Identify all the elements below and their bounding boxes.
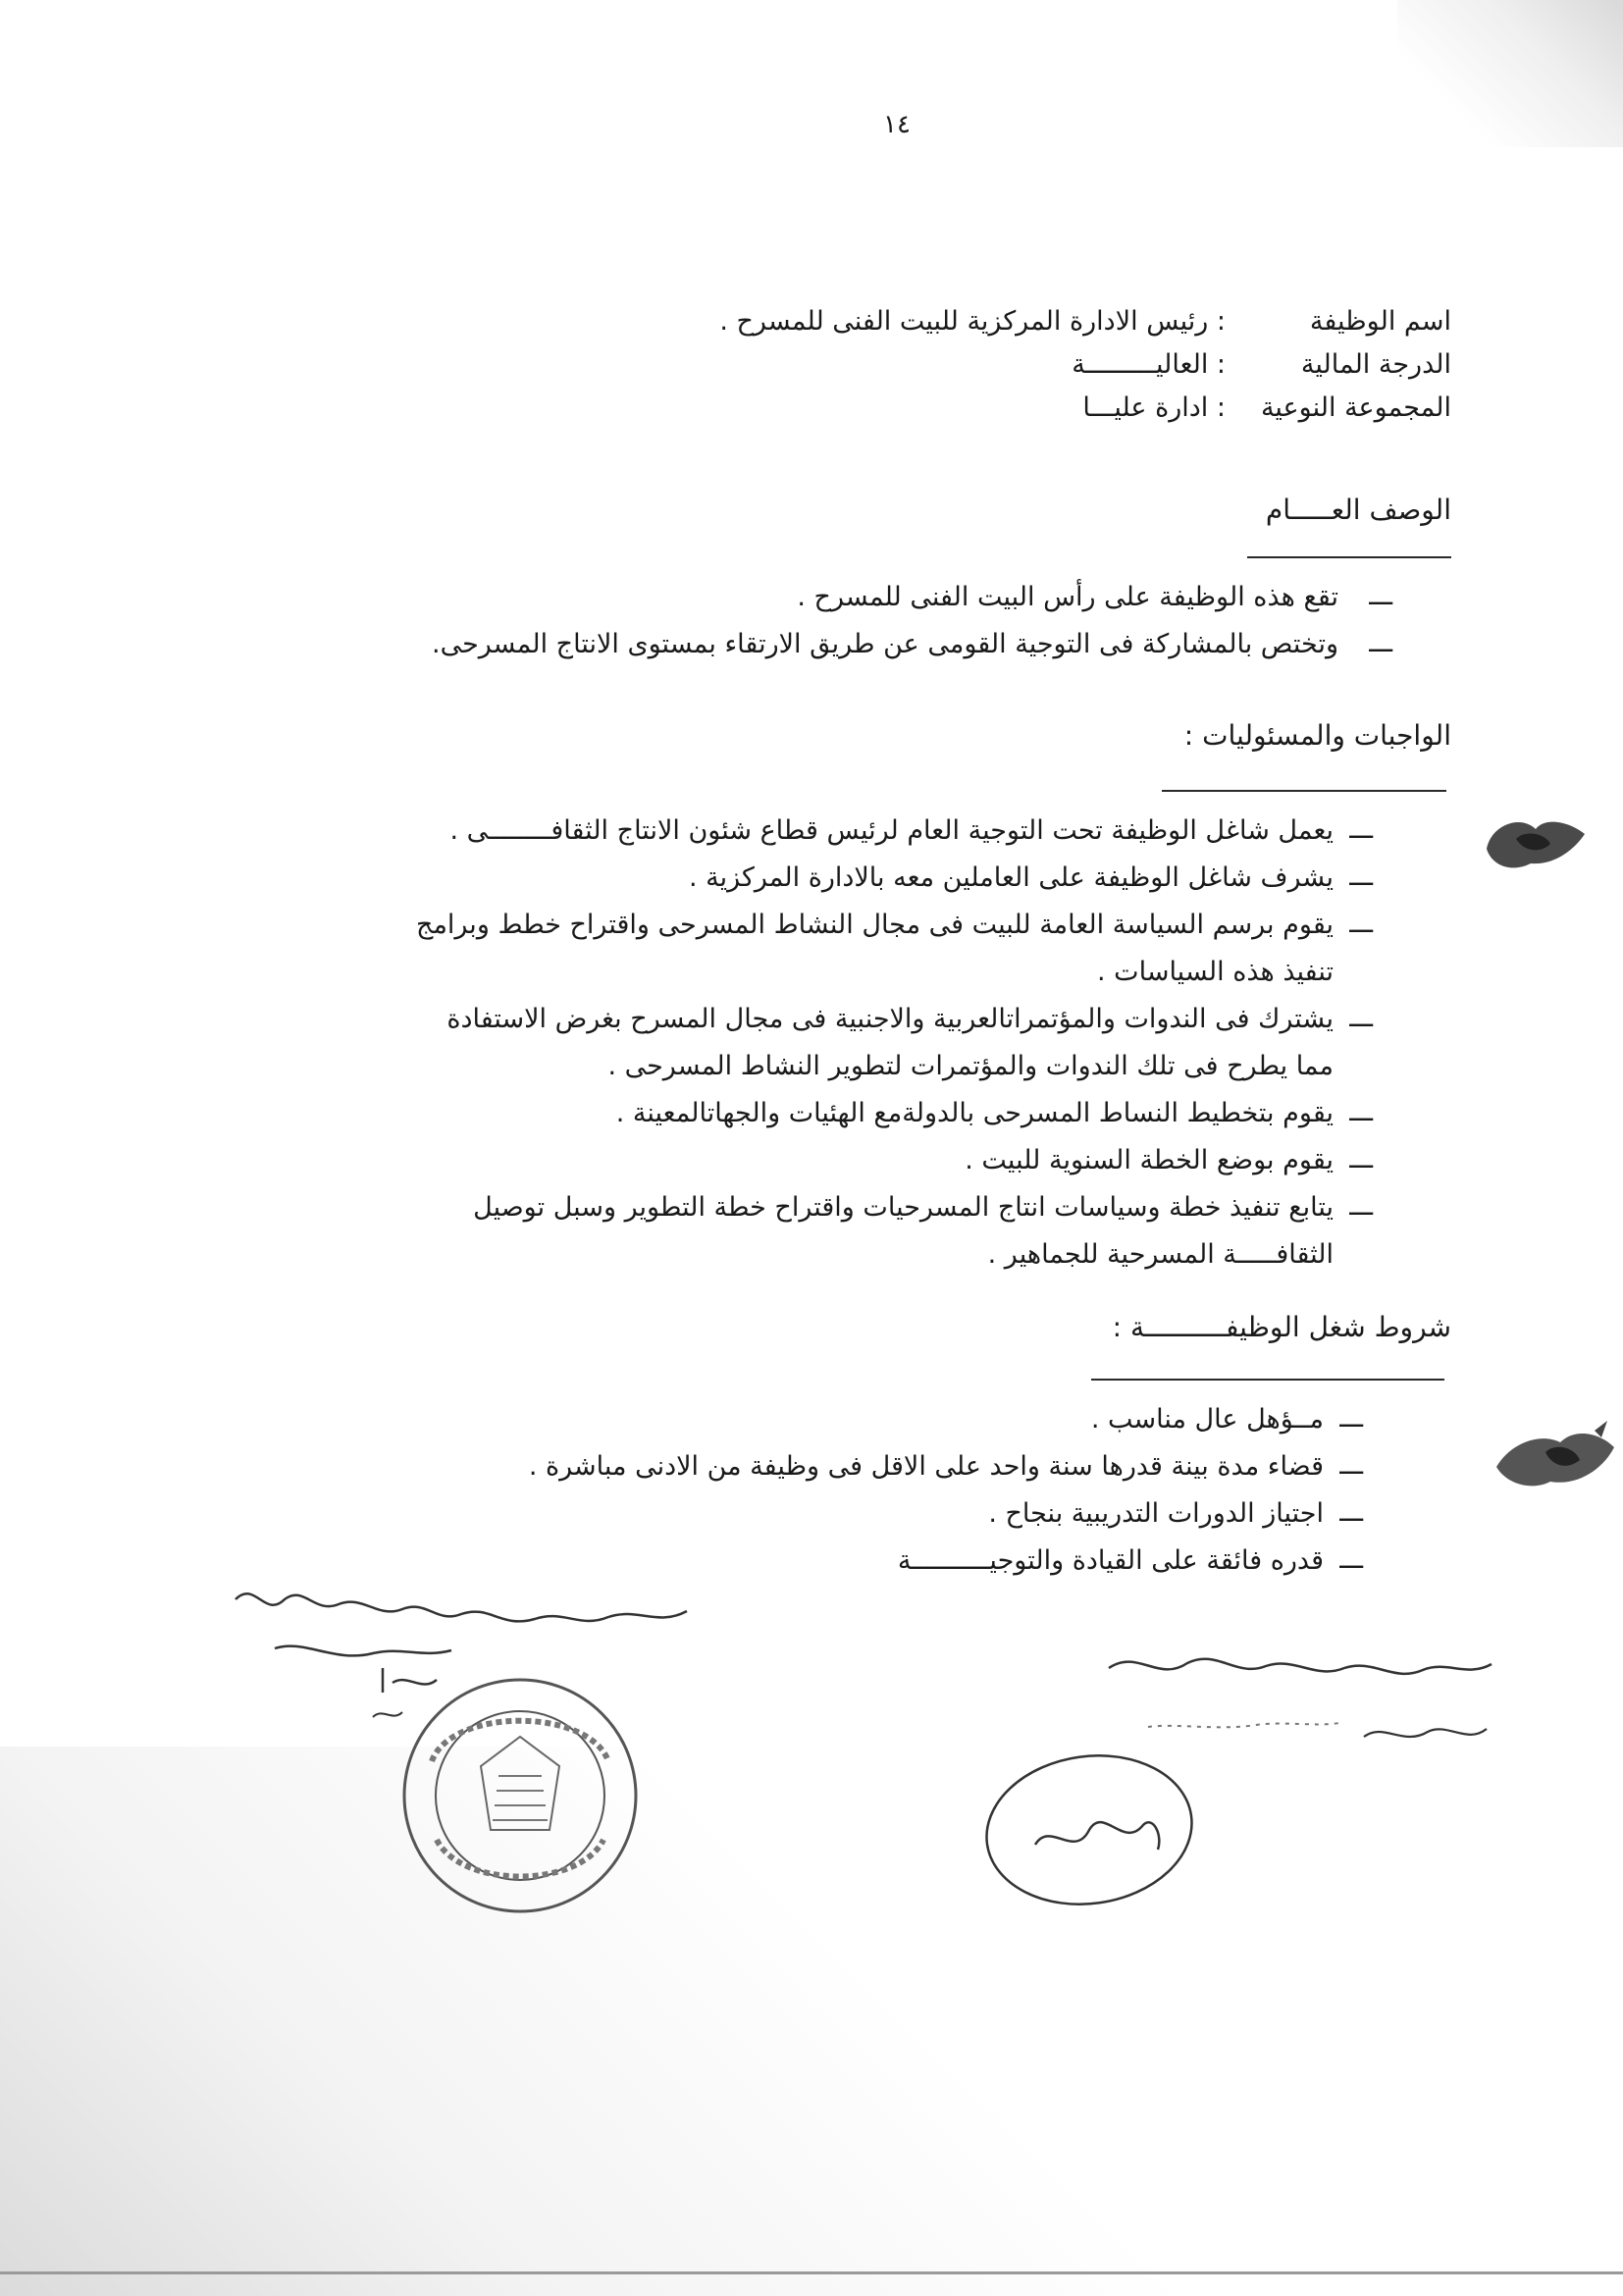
- general-item: تقع هذه الوظيفة على رأس البيت الفنى للمسرح .: [797, 582, 1338, 612]
- duty-item-continuation: الثقافـــــة المسرحية للجماهير .: [987, 1239, 1334, 1270]
- bullet-dash: ـــ: [1339, 1544, 1363, 1575]
- duty-item: يتابع تنفيذ خطة وسياسات انتاج المسرحيات واقتراح خطة التطوير وسبل توصيل: [473, 1192, 1334, 1223]
- bullet-dash: ـــ: [1349, 909, 1373, 939]
- bullet-dash: ـــ: [1369, 628, 1392, 658]
- bullet-dash: ـــ: [1339, 1403, 1363, 1434]
- scan-bottom-edge: [0, 2271, 1623, 2274]
- ink-stain-lower: [1492, 1413, 1619, 1501]
- section-heading-job-conditions: شروط شغل الوظيفــــــــــة :: [1112, 1311, 1451, 1343]
- duty-item: يشترك فى الندوات والمؤتمراتالعربية والاجنبية فى مجال المسرح بغرض الاستفادة: [446, 1004, 1334, 1034]
- bullet-dash: ـــ: [1339, 1497, 1363, 1528]
- condition-item: قدره فائقة على القيادة والتوجيــــــــــة: [897, 1545, 1324, 1576]
- bullet-dash: ـــ: [1349, 1003, 1373, 1033]
- duty-item: يقوم بوضع الخطة السنوية للبيت .: [965, 1145, 1334, 1175]
- heading-underline: [1091, 1379, 1444, 1381]
- duty-item: يقوم بتخطيط النساط المسرحى بالدولةمع الهئيات والجهاتالمعينة .: [615, 1098, 1334, 1128]
- field-label-job-title: اسم الوظيفة: [1309, 306, 1451, 337]
- signature: [967, 1727, 1212, 1923]
- section-heading-general-description: الوصف العـــــام: [1265, 494, 1451, 526]
- bullet-dash: ـــ: [1349, 1191, 1373, 1222]
- field-label-grade: الدرجة المالية: [1300, 349, 1451, 380]
- bullet-dash: ـــ: [1369, 581, 1392, 611]
- field-label-group: المجموعة النوعية: [1260, 392, 1451, 423]
- bullet-dash: ـــ: [1349, 1097, 1373, 1127]
- heading-underline: [1247, 556, 1451, 558]
- bullet-dash: ـــ: [1349, 814, 1373, 845]
- field-value-grade: : العاليـــــــــة: [1072, 349, 1226, 380]
- bullet-dash: ـــ: [1349, 861, 1373, 892]
- page-number: ١٤: [883, 110, 911, 139]
- duty-item: يقوم برسم السياسة العامة للبيت فى مجال النشاط المسرحى واقتراح خطط وبرامج: [416, 910, 1334, 940]
- condition-item: اجتياز الدورات التدريبية بنجاح .: [988, 1498, 1324, 1529]
- duty-item: يعمل شاغل الوظيفة تحت التوجية العام لرئيس قطاع شئون الانتاج الثقافــــــــى .: [449, 815, 1334, 846]
- scan-corner-shade: [1397, 0, 1623, 147]
- section-heading-duties: الواجبات والمسئوليات :: [1183, 719, 1451, 752]
- field-value-group: : ادارة عليـــا: [1082, 392, 1226, 423]
- condition-item: قضاء مدة بينة قدرها سنة واحد على الاقل فى وظيفة من الادنى مباشرة .: [528, 1451, 1324, 1482]
- duty-item-continuation: مما يطرح فى تلك الندوات والمؤتمرات لتطوير النشاط المسرحى .: [607, 1051, 1334, 1081]
- ink-stain-upper: [1477, 805, 1595, 883]
- bullet-dash: ـــ: [1349, 1144, 1373, 1174]
- bullet-dash: ـــ: [1339, 1450, 1363, 1481]
- official-seal: [393, 1668, 648, 1923]
- condition-item: مــؤهل عال مناسب .: [1090, 1404, 1324, 1435]
- duty-item-continuation: تنفيذ هذه السياسات .: [1097, 957, 1334, 987]
- scan-bottom-shade: [0, 1747, 1623, 2296]
- heading-underline: [1162, 790, 1446, 792]
- duty-item: يشرف شاغل الوظيفة على العاملين معه بالادارة المركزية .: [688, 862, 1334, 893]
- field-value-job-title: : رئيس الادارة المركزية للبيت الفنى للمسرح .: [719, 306, 1226, 337]
- general-item: وتختص بالمشاركة فى التوجية القومى عن طريق الارتقاء بمستوى الانتاج المسرحى.: [431, 629, 1338, 659]
